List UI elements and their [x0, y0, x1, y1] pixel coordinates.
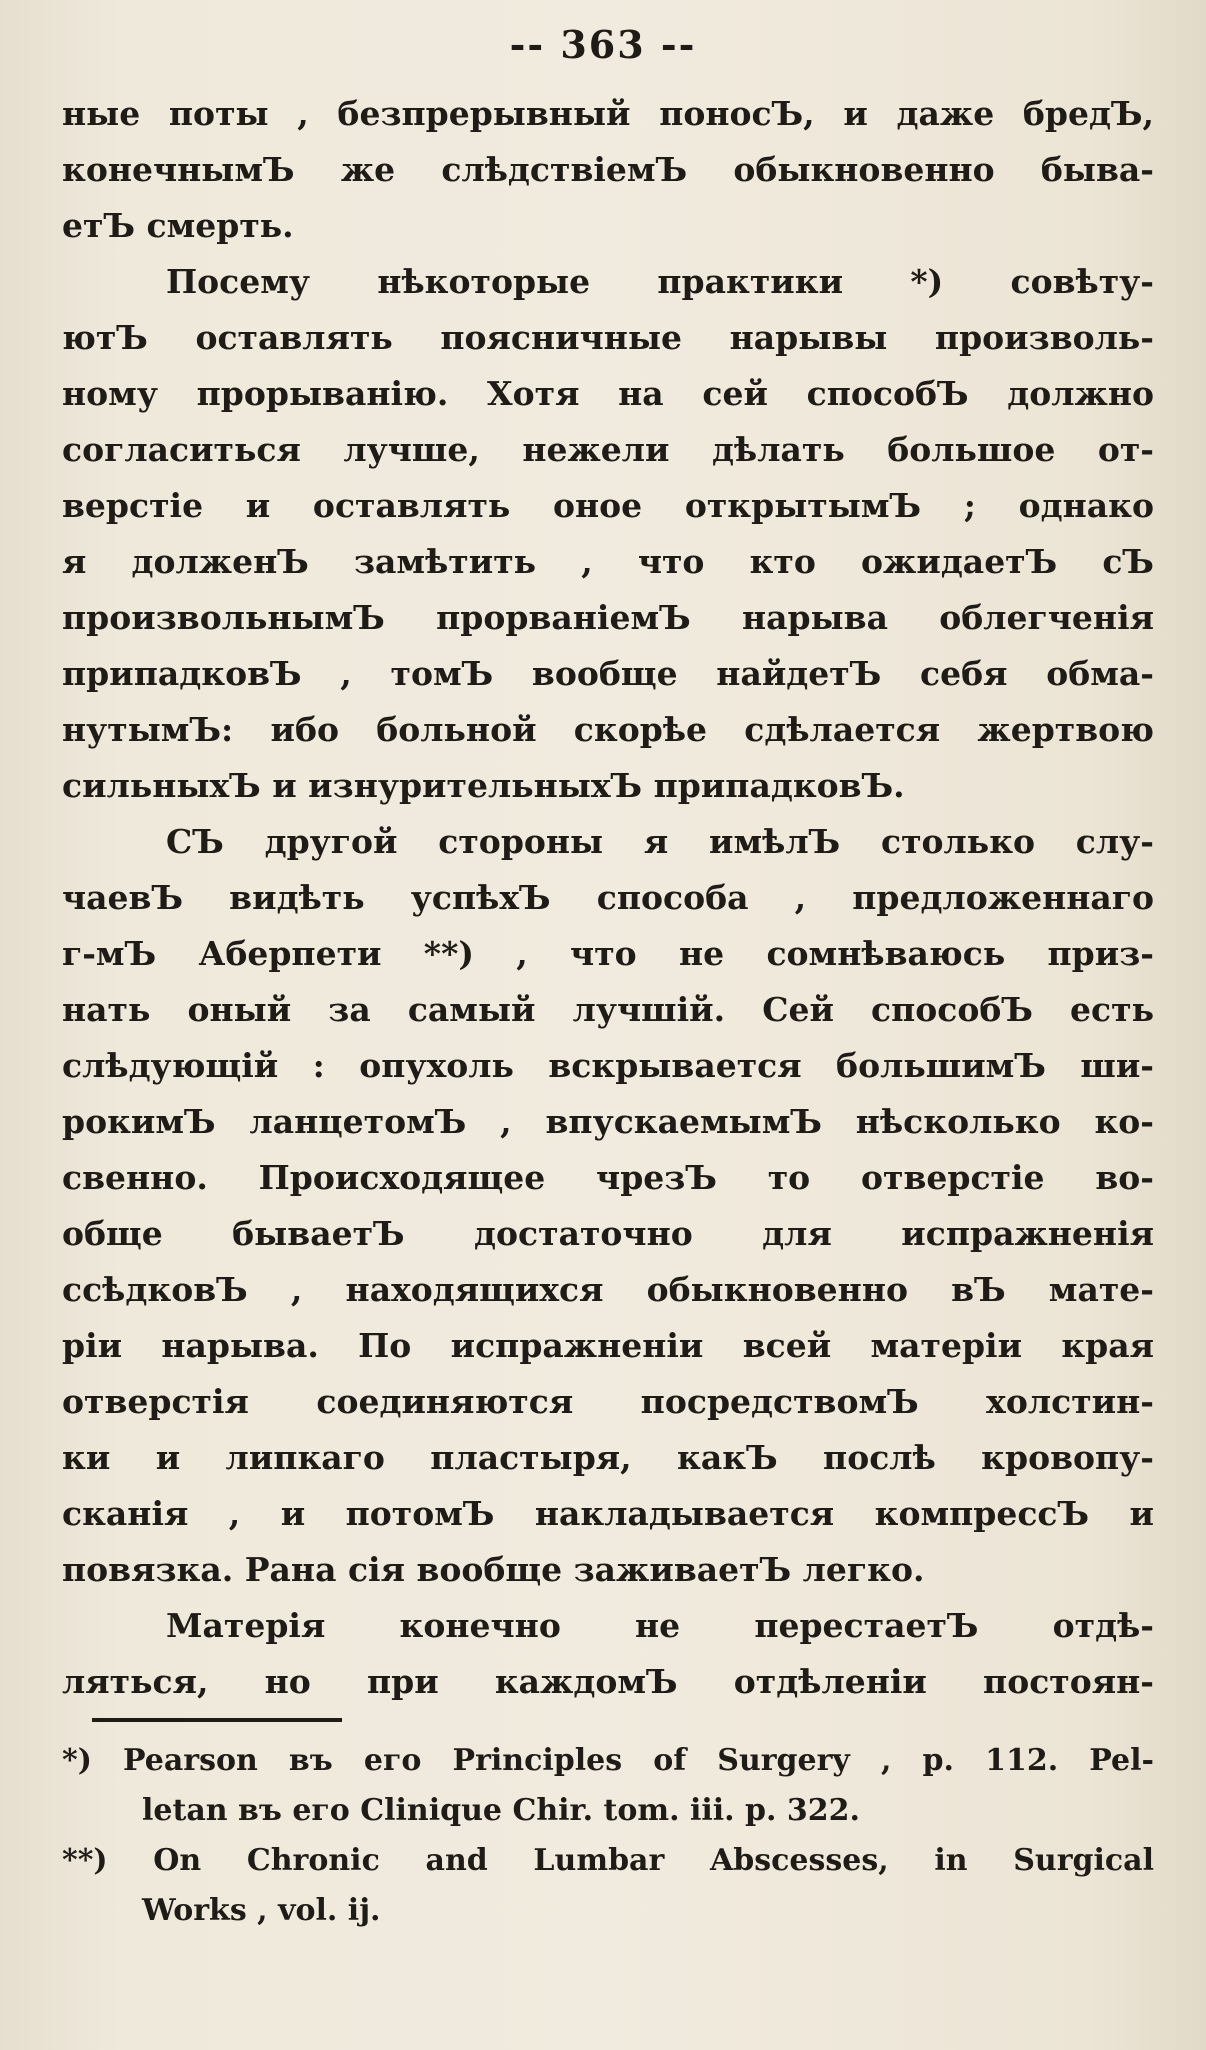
text-line: произвольнымЪ прорваніемЪ нарыва облегченія	[62, 598, 1154, 637]
text-line: СЪ другой стороны я имѣлЪ столько слу-	[166, 822, 1154, 861]
text-line: ютЪ оставлять поясничные нарывы произволь-	[62, 318, 1154, 357]
text-line: ки и липкаго пластыря, какЪ послѣ кровопу-	[62, 1438, 1154, 1477]
footnotes	[62, 1736, 1154, 1936]
text-line: ные поты , безпрерывный поносЪ, и даже бредЪ,	[62, 94, 1154, 133]
text-line: г-мЪ Аберпети **) , что не сомнѣваюсь приз-	[62, 934, 1154, 973]
text-line: нать оный за самый лучшій. Сей способЪ есть	[62, 990, 1154, 1029]
footnote-line: *) Pearson въ его Principles of Surgery , p. 112. Pel-	[62, 1743, 1154, 1778]
text-line: рокимЪ ланцетомЪ , впускаемымЪ нѣсколько ко-	[62, 1102, 1154, 1141]
footnote-line: letan въ его Clinique Chir. tom. iii. p. 322.	[142, 1793, 860, 1828]
text-line: припадковЪ , томЪ вообще найдетЪ себя обма-	[62, 654, 1154, 693]
text-line: сильныхЪ и изнурительныхЪ припадковЪ.	[62, 766, 905, 805]
text-line: ссѣдковЪ , находящихся обыкновенно вЪ мате-	[62, 1270, 1154, 1309]
text-line: сканія , и потомЪ накладывается компрессЪ и	[62, 1494, 1154, 1533]
text-line: конечнымЪ же слѣдствіемЪ обыкновенно быва-	[62, 150, 1154, 189]
page-number: -- 363 --	[509, 22, 697, 67]
text-line: ляться, но при каждомЪ отдѣленіи постоян-	[62, 1662, 1154, 1701]
text-line: ному прорыванію. Хотя на сей способЪ должно	[62, 374, 1154, 413]
text-line: ріи нарыва. По испражненіи всей матеріи края	[62, 1326, 1154, 1365]
text-line: свенно. Происходящее чрезЪ то отверстіе во-	[62, 1158, 1154, 1197]
footnote-line: Works , vol. ij.	[142, 1893, 381, 1928]
text-line: верстіе и оставлять оное открытымЪ ; однако	[62, 486, 1154, 525]
main-text	[62, 86, 1154, 1710]
footnote-line: **) On Chronic and Lumbar Abscesses, in Surgical	[62, 1843, 1154, 1878]
text-line: повязка. Рана сія вообще заживаетЪ легко.	[62, 1550, 925, 1589]
text-line: слѣдующій : опухоль вскрывается большимЪ ши-	[62, 1046, 1154, 1085]
text-line: я долженЪ замѣтить , что кто ожидаетЪ сЪ	[62, 542, 1154, 581]
text-line: обще бываетЪ достаточно для испражненія	[62, 1214, 1154, 1253]
text-line: етЪ смерть.	[62, 206, 294, 245]
text-line: Посему нѣкоторые практики *) совѣту-	[166, 262, 1154, 301]
text-line: Матерія конечно не перестаетЪ отдѣ-	[166, 1606, 1154, 1645]
text-line: нутымЪ: ибо больной скорѣе сдѣлается жертвою	[62, 710, 1154, 749]
text-line: чаевЪ видѣть успѣхЪ способа , предложеннаго	[62, 878, 1154, 917]
text-line: согласиться лучше, нежели дѣлать большое от-	[62, 430, 1154, 469]
text-line: отверстія соединяются посредствомЪ холстин-	[62, 1382, 1154, 1421]
footnote-divider	[92, 1718, 342, 1722]
